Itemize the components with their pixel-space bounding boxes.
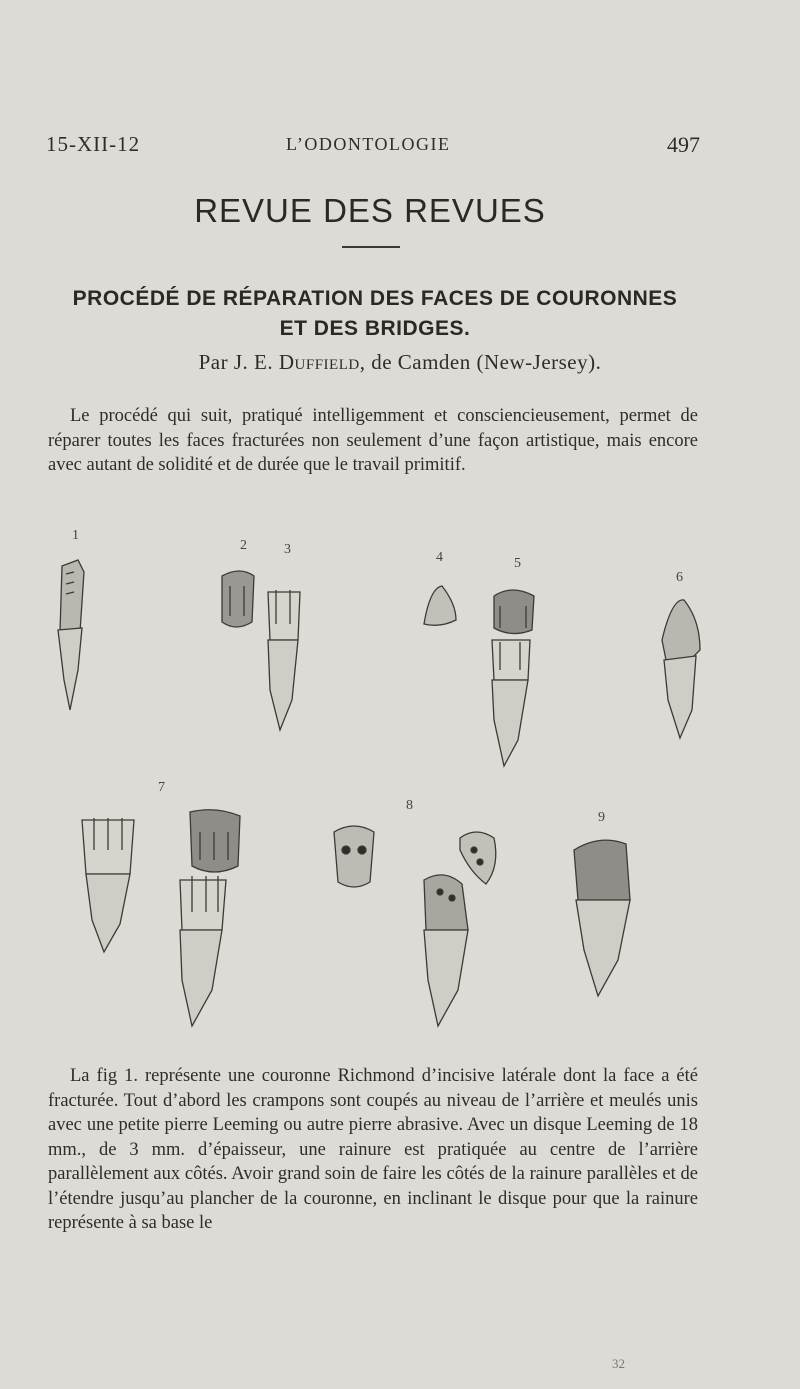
article-title: PROCÉDÉ DE RÉPARATION DES FACES DE COURONNES ET DES BRIDGES. bbox=[72, 287, 678, 340]
teeth-figure bbox=[0, 520, 800, 1040]
section-title: REVUE DES REVUES bbox=[194, 192, 546, 229]
byline bbox=[60, 350, 740, 375]
intro-paragraph: Le procédé qui suit, pratiqué intelligemment et consciencieusement, permet de réparer toutes les faces fracturées non seulement d’une façon artistique, mais encore avec autant de solidité et de durée que le travail primitif. bbox=[48, 406, 698, 475]
issue-date: 15-XII-12 bbox=[46, 132, 141, 156]
title-divider bbox=[342, 246, 400, 248]
tooth-5-drawing bbox=[492, 590, 534, 766]
tooth-4-drawing bbox=[424, 586, 456, 625]
fig-label-2: 2 bbox=[240, 538, 247, 553]
tooth-1-drawing bbox=[58, 560, 84, 710]
tooth-3-drawing bbox=[268, 590, 300, 730]
fig-label-6: 6 bbox=[676, 570, 683, 585]
fig-label-5: 5 bbox=[514, 556, 521, 571]
tooth-7b-drawing bbox=[190, 810, 240, 872]
fig-label-1: 1 bbox=[72, 528, 79, 543]
tooth-8a-drawing bbox=[334, 826, 374, 887]
journal-name: L’ODONTOLOGIE bbox=[286, 134, 451, 154]
fig-label-7: 7 bbox=[158, 780, 165, 795]
running-head bbox=[46, 132, 700, 162]
tooth-8b-drawing bbox=[460, 832, 496, 884]
tooth-6-drawing bbox=[662, 600, 700, 738]
page-number: 497 bbox=[667, 132, 700, 157]
tooth-7a-drawing bbox=[82, 818, 134, 952]
byline-suffix: , de Camden (New-Jersey). bbox=[359, 350, 602, 374]
tooth-7c-drawing bbox=[180, 876, 226, 1026]
fig-label-3: 3 bbox=[284, 542, 291, 557]
byline-prefix: Par J. E. bbox=[198, 350, 279, 374]
fig-label-4: 4 bbox=[436, 550, 443, 565]
fig-label-8: 8 bbox=[406, 798, 413, 813]
tooth-2-drawing bbox=[222, 571, 254, 627]
teeth-illustration bbox=[0, 520, 800, 1040]
body-paragraph: La fig 1. représente une couronne Richmond d’incisive latérale dont la face a été fracturée. Tout d’abord les crampons sont coupés au niveau de l’arrière et meulés unis avec une petite pierre Leeming ou autre pierre abrasive. Avec un disque Leeming de 18 mm., de 3 mm. d’épaisseur, une rainure est pratiquée au centre de l’arrière parallèlement aux côtés. Avoir grand soin de faire les côtés de la rainure parallèles et de l’étendre jusqu’au plancher de la couronne, en inclinant le disque pour que la rainure représente à sa base le bbox=[48, 1066, 698, 1233]
signature-mark: 32 bbox=[612, 1356, 625, 1371]
tooth-9-drawing bbox=[574, 840, 630, 996]
byline-author: Duffield bbox=[278, 350, 360, 374]
fig-label-9: 9 bbox=[598, 810, 605, 825]
tooth-8c-drawing bbox=[424, 875, 468, 1026]
